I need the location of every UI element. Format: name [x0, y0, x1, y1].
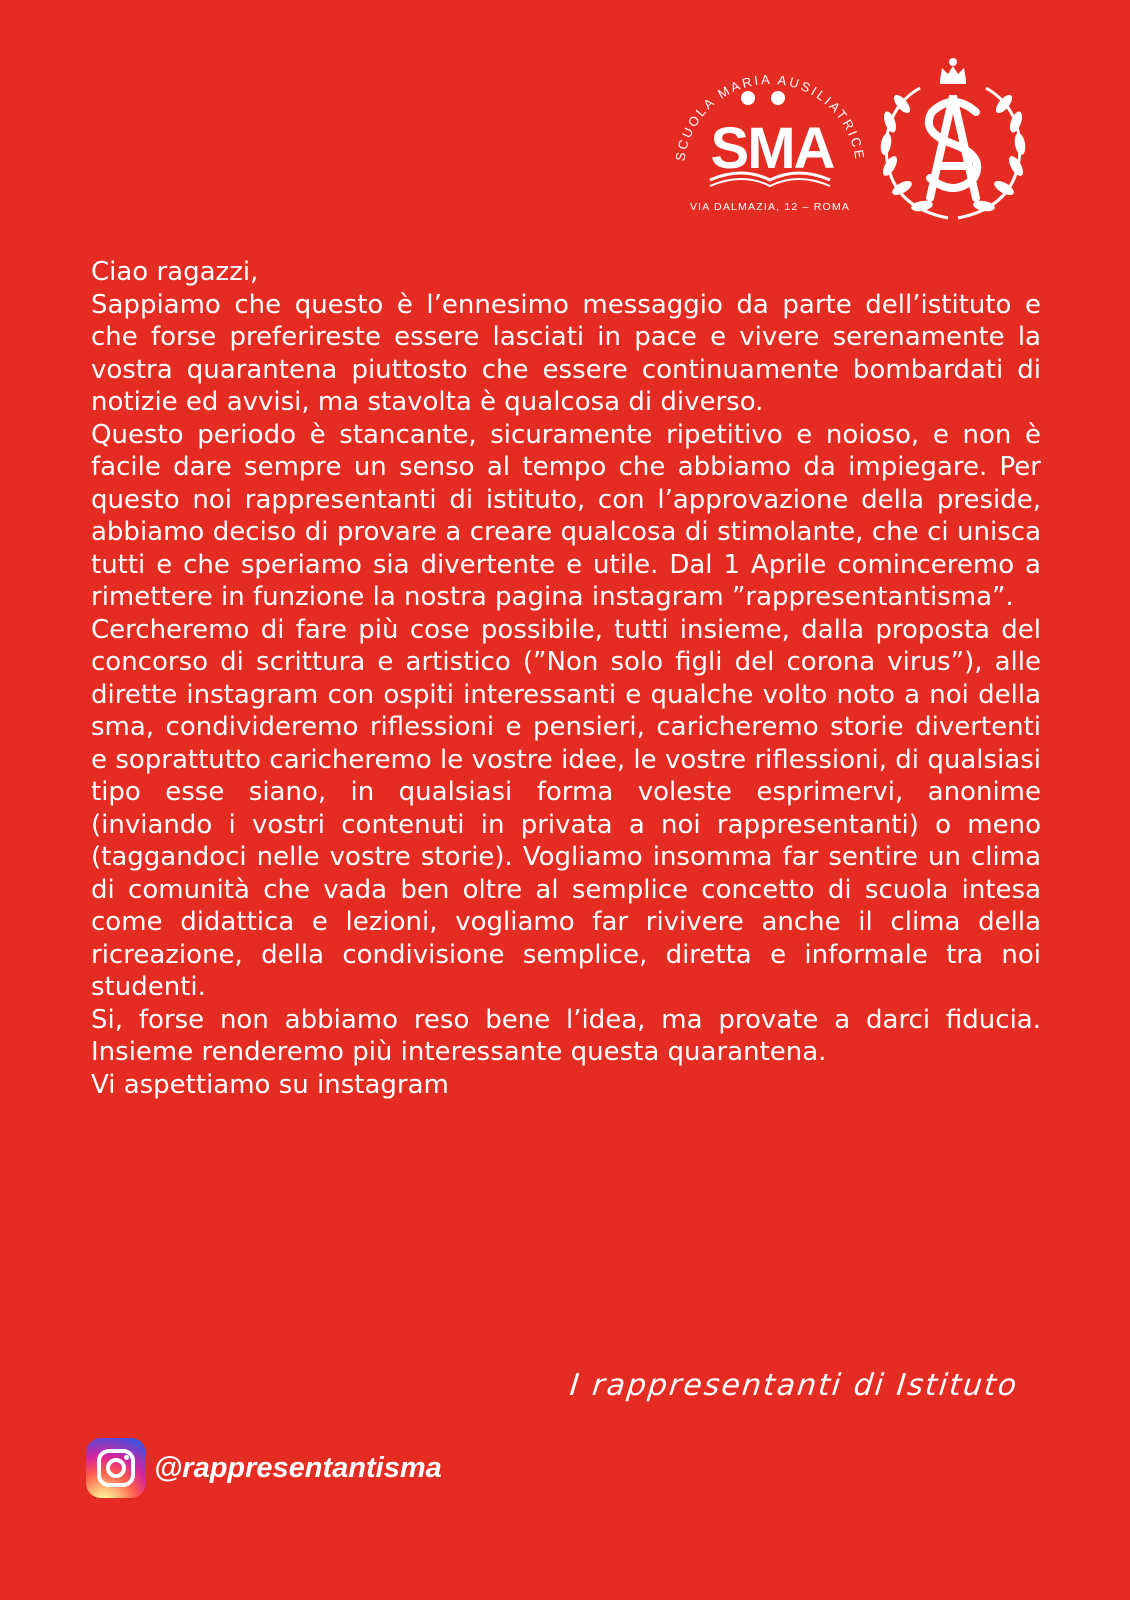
logo-arc-text: SCUOLA MARIA AUSILIATRICE: [672, 71, 868, 163]
logo-abbreviation: SMA: [710, 116, 834, 181]
instagram-handle-link[interactable]: [86, 1438, 442, 1498]
laurel-crowned-sa-monogram-icon: [872, 56, 1034, 226]
letter-paragraph: Sappiamo che questo è l’ennesimo messaggio da parte dell’istituto e che forse preferireste essere lasciati in pace e vivere serenamente la vostra quarantena piuttosto che essere continuamente bombardati di notizie ed avvisi, ma stavolta è qualcosa di diverso.: [91, 289, 1041, 417]
letter-paragraph: Cercheremo di fare più cose possibile, tutti insieme, dalla proposta del concorso di scrittura e artistico (”Non solo figli del corona virus”), alle dirette instagram con ospiti interessanti e qualche volto noto a noi della sma, condivideremo riflessioni e pensieri, caricheremo storie divertenti e soprattutto caricheremo le vostre idee, le vostre riflessioni, di qualsiasi tipo esse siano, in qualsiasi forma voleste esprimervi, anonime (inviando i vostri contenuti in privata a noi rappresentanti) o meno (taggandoci nelle vostre storie). Vogliamo insomma far sentire un clima di comunità che vada ben oltre al semplice concetto di scuola intesa come didattica e lezioni, vogliamo far rivivere anche il clima della ricreazione, della condivisione semplice, diretta e informale tra noi studenti.: [91, 614, 1041, 1002]
logo-address: VIA DALMAZIA, 12 – ROMA: [689, 201, 851, 213]
sma-logo: [662, 48, 878, 228]
signature: I rappresentanti di Istituto: [567, 1368, 1020, 1403]
letter-body: [91, 256, 1041, 1101]
letter-paragraph: Si, forse non abbiamo reso bene l’idea, ma provate a darci fiducia. Insieme renderemo più interessante questa quarantena.: [91, 1004, 1041, 1067]
letter-paragraph: Questo periodo è stancante, sicuramente ripetitivo e noioso, e non è facile dare sempre un senso al tempo che abbiamo da impiegare. Per questo noi rappresentanti di istituto, con l’approvazione della preside, abbiamo deciso di provare a creare qualcosa di stimolante, che ci unisca tutti e che speriamo sia divertente e utile. Dal 1 Aprile cominceremo a rimettere in funzione la nostra pagina instagram ”rappresentantisma”.: [91, 419, 1041, 612]
school-logos: [662, 48, 1034, 228]
instagram-handle-text: @rappresentantisma: [154, 1451, 442, 1484]
instagram-icon: [86, 1438, 146, 1498]
letter-greeting: Ciao ragazzi,: [91, 257, 259, 287]
letter-paragraph: Vi aspettiamo su instagram: [91, 1069, 449, 1100]
